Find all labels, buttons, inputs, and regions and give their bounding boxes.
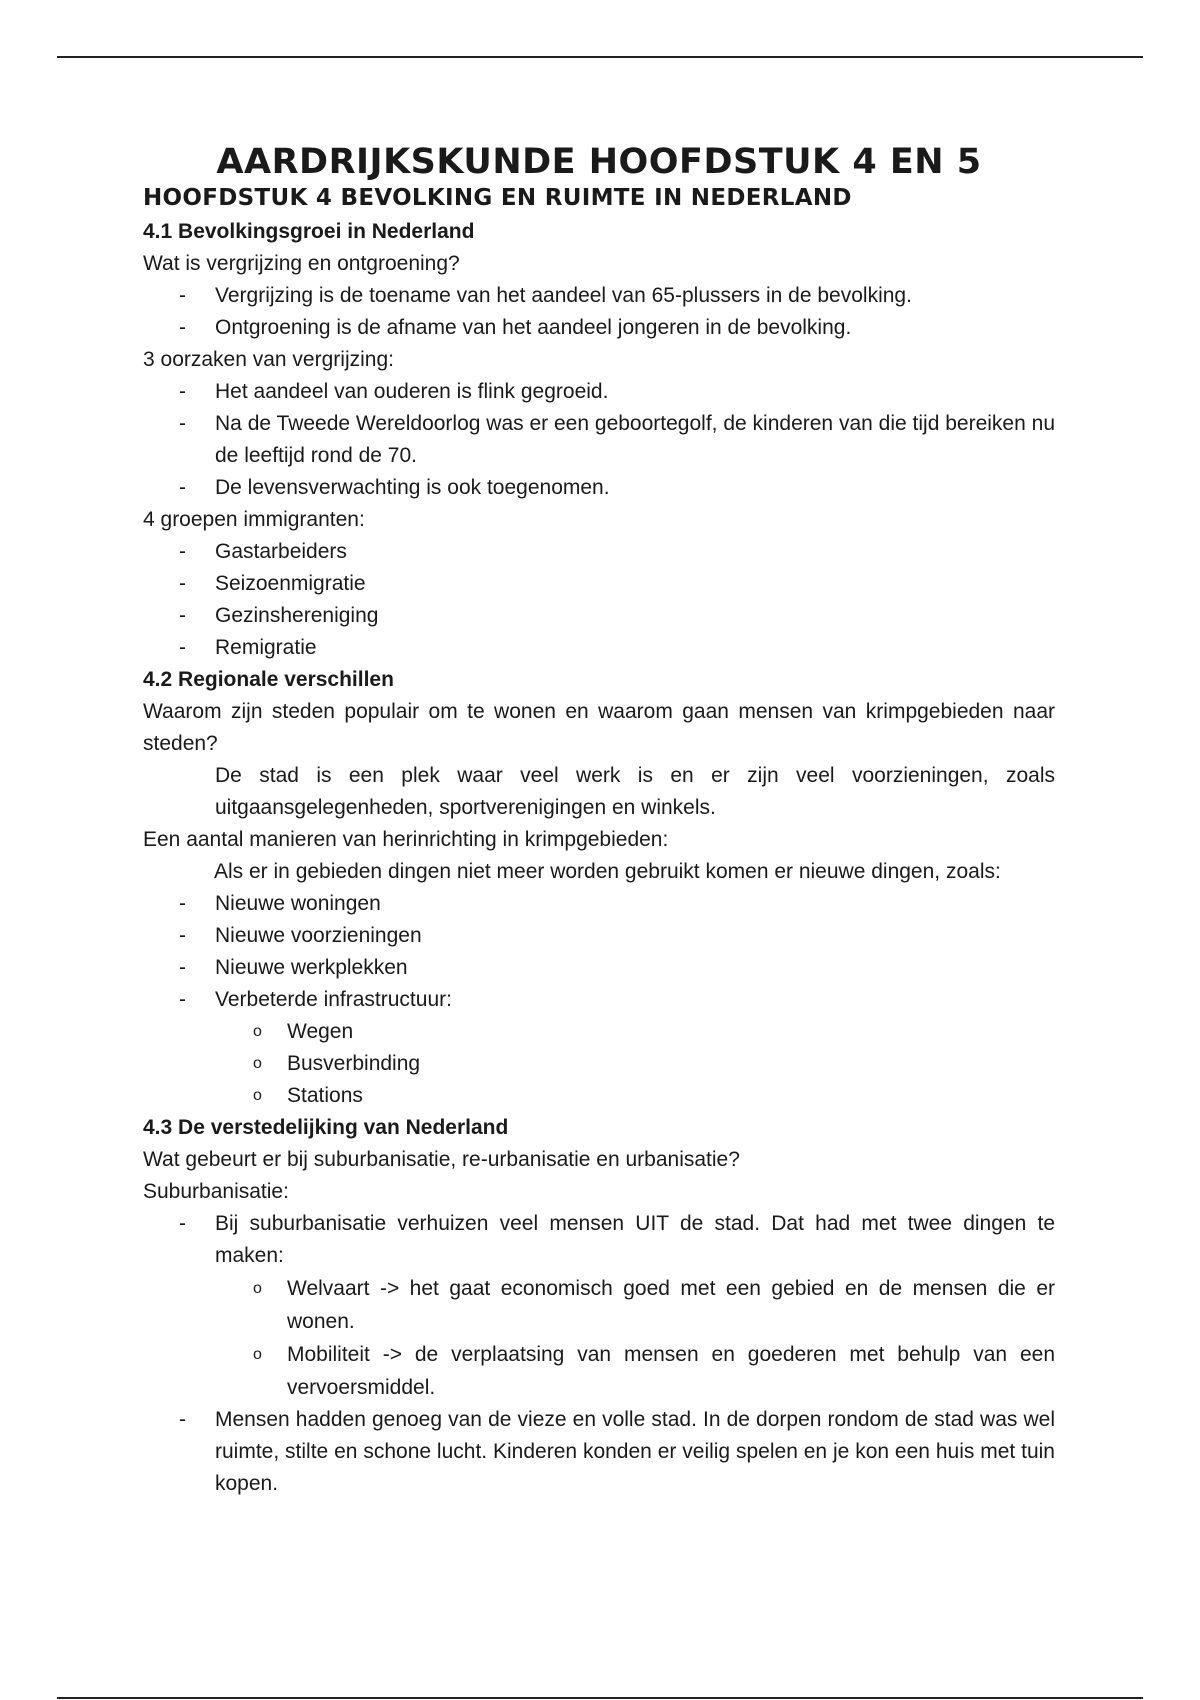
dash-bullet: -: [179, 604, 186, 627]
list-item-text: Vergrijzing is de toename van het aandeel van 65-plussers in de bevolking.: [215, 284, 912, 307]
list-item: [143, 312, 1055, 344]
list-item-text: Mensen hadden genoeg van de vieze en volle stad. In de dorpen rondom de stad was wel ruimte, stilte en schone lucht. Kinderen konden er veilig spelen en je kon een huis met tuin kopen.: [215, 1408, 1055, 1495]
circle-bullet: o: [253, 1023, 262, 1040]
dash-bullet: -: [179, 380, 186, 403]
list-item: [143, 984, 1055, 1016]
dash-bullet: -: [179, 476, 186, 499]
circle-bullet: o: [253, 1346, 262, 1363]
chapter-heading: HOOFDSTUK 4 BEVOLKING EN RUIMTE IN NEDERLAND: [143, 185, 852, 211]
list-item-text: Seizoenmigratie: [215, 572, 366, 595]
dash-bullet: -: [179, 540, 186, 563]
question-immigranten: 4 groepen immigranten:: [143, 508, 365, 531]
sub-list-item: [143, 1338, 1055, 1404]
list-twee-dingen: [143, 1272, 1055, 1404]
list-item-text: Gastarbeiders: [215, 540, 347, 563]
dash-bullet: -: [179, 1212, 186, 1235]
dash-bullet: -: [179, 1408, 186, 1431]
section-heading-4-3: 4.3 De verstedelijking van Nederland: [143, 1116, 509, 1139]
section-heading-4-1: 4.1 Bevolkingsgroei in Nederland: [143, 220, 475, 243]
list-item-text: Nieuwe woningen: [215, 892, 381, 915]
list-item-text: Nieuwe werkplekken: [215, 956, 408, 979]
sub-list-item: [143, 1080, 1055, 1112]
sub-list-item-text: Wegen: [287, 1020, 354, 1043]
top-rule: [57, 56, 1143, 58]
list-item: [143, 888, 1055, 920]
dash-bullet: -: [179, 412, 186, 435]
dash-bullet: -: [179, 636, 186, 659]
list-item-text: Verbeterde infrastructuur:: [215, 988, 452, 1011]
sub-list-item: [143, 1272, 1055, 1338]
dash-bullet: -: [179, 956, 186, 979]
dash-bullet: -: [179, 924, 186, 947]
circle-bullet: o: [253, 1280, 262, 1297]
circle-bullet: o: [253, 1055, 262, 1072]
label-suburbanisatie: Suburbanisatie:: [143, 1180, 289, 1203]
question-herinrichting: Een aantal manieren van herinrichting in krimpgebieden:: [143, 828, 669, 851]
section-heading-4-2: 4.2 Regionale verschillen: [143, 668, 394, 691]
list-item: [143, 920, 1055, 952]
list-item: [143, 632, 1055, 664]
question-vergrijzing: Wat is vergrijzing en ontgroening?: [143, 252, 460, 275]
bottom-rule: [57, 1697, 1143, 1699]
list-item-text: Na de Tweede Wereldoorlog was er een geboortegolf, de kinderen van die tijd bereiken nu de leeftijd rond de 70.: [215, 412, 1055, 467]
question-urbanisatie: Wat gebeurt er bij suburbanisatie, re-urbanisatie en urbanisatie?: [143, 1148, 740, 1171]
dash-bullet: -: [179, 284, 186, 307]
dash-bullet: -: [179, 316, 186, 339]
list-item: [143, 1404, 1055, 1500]
dash-bullet: -: [179, 572, 186, 595]
list-suburbanisatie: [143, 1208, 1055, 1272]
list-item: [143, 536, 1055, 568]
sub-list-item: [143, 1048, 1055, 1080]
dash-bullet: -: [179, 988, 186, 1011]
list-item-text: Het aandeel van ouderen is flink gegroeid.: [215, 380, 609, 403]
list-item-text: Bij suburbanisatie verhuizen veel mensen UIT de stad. Dat had met twee dingen te maken:: [215, 1212, 1055, 1267]
list-herinrichting: [143, 888, 1055, 1016]
list-item: [143, 1208, 1055, 1272]
sub-list-item-text: Welvaart -> het gaat economisch goed met een gebied en de mensen die er wonen.: [287, 1277, 1055, 1333]
list-item-text: De levensverwachting is ook toegenomen.: [215, 476, 610, 499]
question-oorzaken: 3 oorzaken van vergrijzing:: [143, 348, 394, 371]
dash-bullet: -: [179, 892, 186, 915]
list-item-text: Nieuwe voorzieningen: [215, 924, 422, 947]
circle-bullet: o: [253, 1087, 262, 1104]
list-item: [143, 472, 1055, 504]
list-infrastructuur: [143, 1016, 1055, 1112]
list-definitions: [143, 280, 1055, 344]
list-item: [143, 600, 1055, 632]
list-oorzaken: [143, 376, 1055, 504]
page-content: [143, 140, 1055, 1500]
sub-list-item-text: Mobiliteit -> de verplaatsing van mensen en goederen met behulp van een vervoersmiddel.: [287, 1343, 1055, 1399]
sub-list-item-text: Busverbinding: [287, 1052, 421, 1075]
list-item-text: Remigratie: [215, 636, 317, 659]
answer-steden: De stad is een plek waar veel werk is en er zijn veel voorzieningen, zoals uitgaansgelegenheden, sportverenigingen en winkels.: [215, 764, 1055, 819]
answer-herinrichting: Als er in gebieden dingen niet meer worden gebruikt komen er nieuwe dingen, zoals:: [214, 860, 1001, 883]
document-title: AARDRIJKSKUNDE HOOFDSTUK 4 EN 5: [216, 142, 982, 182]
question-steden: Waarom zijn steden populair om te wonen en waarom gaan mensen van krimpgebieden naar steden?: [143, 700, 1055, 755]
list-item: [143, 408, 1055, 472]
list-item-text: Ontgroening is de afname van het aandeel jongeren in de bevolking.: [215, 316, 852, 339]
list-item: [143, 568, 1055, 600]
sub-list-item: [143, 1016, 1055, 1048]
list-item: [143, 280, 1055, 312]
list-item: [143, 952, 1055, 984]
list-item-text: Gezinshereniging: [215, 604, 379, 627]
sub-list-item-text: Stations: [287, 1084, 363, 1107]
list-immigranten: [143, 536, 1055, 664]
list-suburbanisatie-reden: [143, 1404, 1055, 1500]
list-item: [143, 376, 1055, 408]
